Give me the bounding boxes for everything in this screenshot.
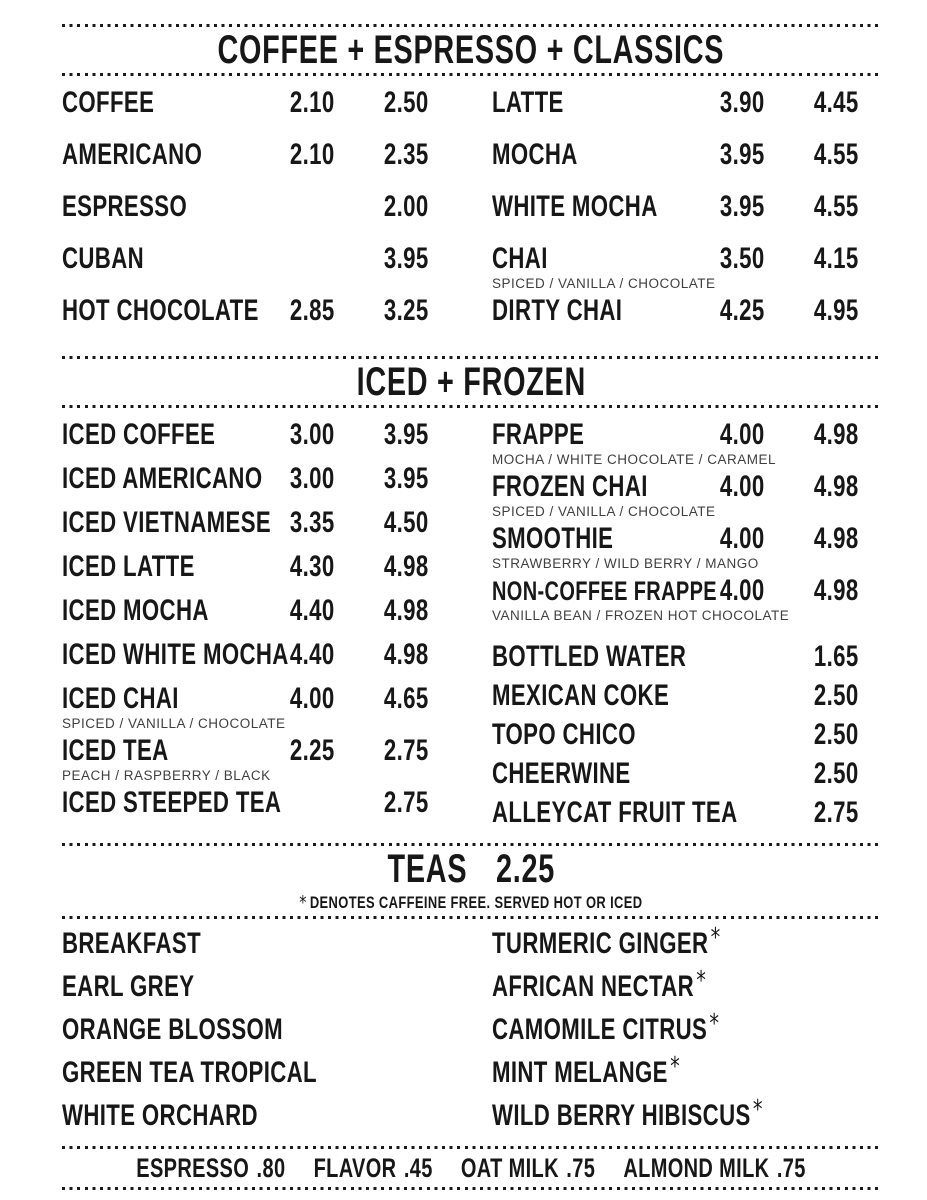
caffeine-free-mark: * [696,966,707,996]
price-small: 4.40 [289,638,335,671]
caffeine-free-mark: * [752,1095,763,1125]
price-small: 4.00 [719,418,765,451]
tea-name: EARL GREY [62,970,195,1003]
section-header-teas [62,846,880,892]
menu-item-row [492,88,880,140]
tea-name: CAMOMILE CITRUS* [492,1009,720,1046]
item-name: FRAPPE [492,418,585,451]
addon-name: OAT MILK [460,1153,559,1183]
menu-item-row [62,464,450,508]
item-name: SMOOTHIE [492,522,614,555]
menu-item-row [492,140,880,192]
price-large: 4.98 [383,594,429,627]
tea-item-row [492,1052,880,1101]
item-variants: MOCHA / WHITE CHOCOLATE / CARAMEL [492,452,777,467]
price-large: 2.50 [813,679,859,712]
item-name: ICED STEEPED TEA [62,786,282,819]
price-large: 4.98 [813,470,859,503]
item-name: ICED VIETNAMESE [62,506,272,539]
addon-name: ESPRESSO [136,1153,250,1183]
tea-name: AFRICAN NECTAR* [492,966,707,1003]
price-small: 3.95 [719,138,765,171]
tea-item-row [492,1009,880,1058]
price-large: 2.35 [383,138,429,171]
item-name: CUBAN [62,242,145,275]
item-name: ICED TEA [62,734,169,767]
price-small: 4.30 [289,550,335,583]
price-large: 4.45 [813,86,859,119]
column-left [62,929,450,1144]
price-small: 3.00 [289,462,335,495]
item-name: HOT CHOCOLATE [62,294,259,327]
price-small: 4.00 [289,682,335,715]
item-variants: SPICED / VANILLA / CHOCOLATE [62,716,286,731]
item-variants: STRAWBERRY / WILD BERRY / MANGO [492,556,759,571]
tea-name: TURMERIC GINGER* [492,923,721,960]
item-variants: PEACH / RASPBERRY / BLACK [62,768,271,783]
menu-item-row [62,684,450,736]
tea-name: WHITE ORCHARD [62,1099,258,1132]
menu-item-row [492,642,880,681]
addon-item [314,1149,433,1187]
addon-item [623,1149,805,1187]
tea-item-row [492,966,880,1015]
menu-item-row [492,681,880,720]
menu-item-row [62,640,450,684]
item-name: ICED WHITE MOCHA [62,638,289,671]
menu-item-row [62,552,450,596]
item-name: ALLEYCAT FRUIT TEA [492,796,738,829]
tea-item-row [62,1101,450,1144]
tea-item-row [62,929,450,972]
price-large: 4.98 [813,522,859,555]
price-small: 2.10 [289,86,335,119]
item-name: NON-COFFEE FRAPPE [492,576,717,606]
price-large: 2.50 [383,86,429,119]
item-name: CHEERWINE [492,757,631,790]
item-name: AMERICANO [62,138,203,171]
item-name: LATTE [492,86,564,119]
item-name: ICED LATTE [62,550,195,583]
price-small: 4.25 [719,294,765,327]
column-right [492,923,880,1144]
menu-item-row [492,420,880,472]
menu-item-row [492,720,880,759]
menu-item-row [62,788,450,832]
menu-item-row [62,192,450,244]
asterisk-icon: * [299,892,307,914]
price-small: 3.35 [289,506,335,539]
price-large: 4.50 [383,506,429,539]
tea-name: WILD BERRY HIBISCUS* [492,1095,763,1132]
item-name: ESPRESSO [62,190,188,223]
menu-item-row [492,244,880,296]
price-small: 2.85 [289,294,335,327]
caffeine-free-mark: * [710,923,721,953]
section-body-iced [62,408,880,843]
price-large: 3.25 [383,294,429,327]
price-large: 4.65 [383,682,429,715]
price-small: 3.90 [719,86,765,119]
price-large: 3.95 [383,242,429,275]
price-large: 1.65 [813,640,859,673]
tea-item-row [62,1015,450,1058]
tea-name: ORANGE BLOSSOM [62,1013,284,1046]
price-large: 2.75 [383,734,429,767]
price-large: 2.75 [383,786,429,819]
tea-item-row [492,1095,880,1144]
item-name: FROZEN CHAI [492,470,648,503]
tea-item-row [492,923,880,972]
menu-item-row [492,759,880,798]
teas-note [62,892,880,916]
item-variants: SPICED / VANILLA / CHOCOLATE [492,504,716,519]
price-large: 4.55 [813,138,859,171]
addon-name: ALMOND MILK [623,1153,770,1183]
menu-item-row [492,576,880,628]
price-large: 2.75 [813,796,859,829]
item-variants: VANILLA BEAN / FROZEN HOT CHOCOLATE [492,608,790,623]
menu-item-row [62,736,450,788]
addons-bar [62,1149,880,1187]
menu-item-row [62,140,450,192]
dotted-divider [62,1187,880,1190]
item-name: BOTTLED WATER [492,640,687,673]
teas-note-text: DENOTES CAFFEINE FREE. SERVED HOT OR ICED [309,893,643,912]
addon-item [136,1149,285,1187]
menu-item-row [492,192,880,244]
tea-item-row [62,1058,450,1101]
addon-price: .45 [403,1153,433,1183]
price-large: 4.95 [813,294,859,327]
column-left [62,88,450,348]
menu-item-row [492,472,880,524]
price-small: 2.10 [289,138,335,171]
price-large: 4.98 [813,418,859,451]
tea-item-row [62,972,450,1015]
teas-price: 2.25 [495,847,555,891]
menu-item-row [492,798,880,837]
item-name: COFFEE [62,86,155,119]
price-large: 2.50 [813,718,859,751]
item-name: ICED CHAI [62,682,179,715]
tea-name: GREEN TEA TROPICAL [62,1056,317,1089]
item-name: DIRTY CHAI [492,294,623,327]
addon-price: .75 [776,1153,806,1183]
section-header-iced [62,359,880,405]
price-small: 4.00 [719,522,765,555]
section-body-teas [62,919,880,1146]
menu-item-row [62,596,450,640]
price-large: 4.98 [383,638,429,671]
price-large: 3.95 [383,462,429,495]
section-header-coffee [62,27,880,73]
price-small: 4.00 [719,470,765,503]
addon-price: .80 [256,1153,286,1183]
section-body-coffee [62,76,880,356]
menu-item-row [62,296,450,348]
menu-item-row [62,244,450,296]
price-small: 4.40 [289,594,335,627]
item-name: ICED COFFEE [62,418,216,451]
tea-name: BREAKFAST [62,927,202,960]
tea-name: MINT MELANGE* [492,1052,681,1089]
addon-item [461,1149,595,1187]
addon-name: FLAVOR [313,1153,397,1183]
item-name: TOPO CHICO [492,718,636,751]
menu-item-row [62,88,450,140]
section-title: ICED + FROZEN [356,360,586,404]
price-large: 3.95 [383,418,429,451]
column-left [62,420,450,837]
item-name: CHAI [492,242,548,275]
price-small: 2.25 [289,734,335,767]
price-large: 4.55 [813,190,859,223]
addon-price: .75 [566,1153,596,1183]
price-small: 3.50 [719,242,765,275]
caffeine-free-mark: * [709,1009,720,1039]
item-name: WHITE MOCHA [492,190,658,223]
menu-item-row [492,296,880,348]
column-right [492,420,880,837]
item-name: ICED MOCHA [62,594,209,627]
price-small: 3.95 [719,190,765,223]
price-large: 2.00 [383,190,429,223]
menu-item-row [492,524,880,576]
item-name: MEXICAN COKE [492,679,670,712]
price-large: 4.15 [813,242,859,275]
menu-item-row [62,420,450,464]
price-large: 2.50 [813,757,859,790]
item-variants: SPICED / VANILLA / CHOCOLATE [492,276,716,291]
item-name: MOCHA [492,138,578,171]
section-title: COFFEE + ESPRESSO + CLASSICS [217,28,725,72]
menu-item-row [62,508,450,552]
price-large: 4.98 [383,550,429,583]
caffeine-free-mark: * [670,1052,681,1082]
section-title: TEAS [387,847,467,891]
column-right [492,88,880,348]
item-name: ICED AMERICANO [62,462,263,495]
price-small: 4.00 [719,574,765,607]
price-large: 4.98 [813,574,859,607]
price-small: 3.00 [289,418,335,451]
